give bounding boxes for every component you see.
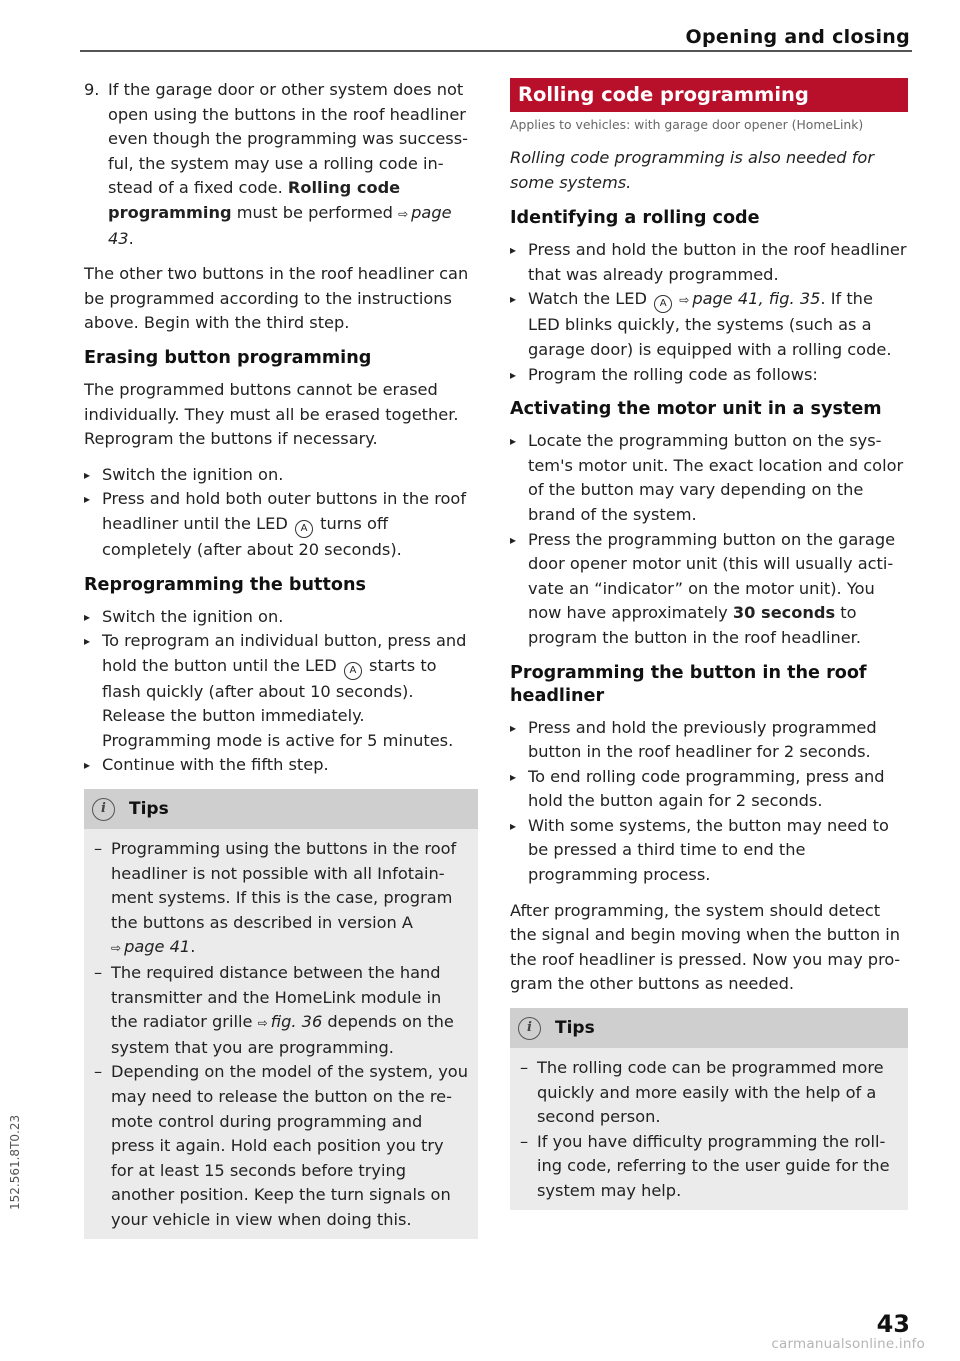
dash-bullet: – [94,963,103,983]
tips-box [84,789,478,1239]
list-item: ▸ Press and hold both outer buttons in the roof headliner until the LED A turns off completely (after about 20 seconds). [84,489,467,559]
dash-bullet: – [94,839,103,859]
left-column [84,78,478,1239]
tips-body [84,829,478,1239]
list-item: – The rolling code can be programmed more quickly and more easily with the help of a second person. [520,1058,884,1127]
paragraph: After programming, the system should detect the signal and begin moving when the button in the roof headliner is pressed. Now you may program the other buttons as needed. [510,900,901,994]
section-banner: Rolling code programming [510,78,908,112]
arrow-right-icon: ⇨ [398,206,409,221]
led-a-callout: A [344,662,362,680]
heading-activating: Activating the motor unit in a system [510,399,882,420]
heading-identifying: Identifying a rolling code [510,208,760,229]
section-title: Opening and closing [685,26,910,48]
triangle-bullet-icon: ▸ [510,818,517,833]
list-item: ▸ Program the rolling code as follows: [510,363,908,388]
list-item: – If you have difficulty programming the rolling code, referring to the user guide for the system may help. [520,1131,890,1200]
list-item: ▸ Continue with the fifth step. [84,753,478,778]
triangle-bullet-icon: ▸ [510,367,517,382]
triangle-bullet-icon: ▸ [510,720,517,735]
triangle-bullet-icon: ▸ [510,434,517,449]
arrow-right-icon: ⇨ [111,941,122,956]
watermark: carmanualsonline.info [771,1336,925,1352]
list-item: ▸ With some systems, the button may need to be pressed a third time to end the programming process. [510,815,889,885]
page-reference[interactable]: ⇨ page 41, fig. 35 [679,289,821,309]
page-reference[interactable]: ⇨ page 43 [108,202,452,248]
list-item: ▸ Locate the programming button on the system's motor unit. The exact location and color of the button may vary depending on the brand of the system. [510,431,904,524]
right-column [510,78,908,1210]
list-item: ▸ Press the programming button on the garage door opener motor unit (this will usually activate an “indicator” on the motor unit). You now have approximately 30 seconds to program the button in the roof headliner. [510,529,896,647]
triangle-bullet-icon: ▸ [84,634,91,649]
heading-erasing: Erasing button programming [84,347,372,368]
dash-bullet: – [520,1131,529,1151]
identifying-steps [510,238,908,387]
triangle-bullet-icon: ▸ [84,492,91,507]
paragraph: The programmed buttons cannot be erased individually. They must all be erased together. Reprogram the buttons if necessary. [84,379,459,449]
list-item: ▸ To end rolling code programming, press and hold the button again for 2 seconds. [510,766,885,811]
list-item: ▸ Switch the ignition on. [84,463,478,488]
tips-list [94,837,468,1233]
tips-header: i Tips [84,789,478,829]
triangle-bullet-icon: ▸ [510,532,517,547]
triangle-bullet-icon: ▸ [510,292,517,307]
heading-programming: Programming the button in the roof headliner [510,662,867,706]
document-code: 152.561.8T0.23 [8,1114,22,1210]
list-item: – Programming using the buttons in the roof headliner is not possible with all Infotainment systems. If this is the case, program the buttons as described in version A ⇨ page 41. [94,839,457,957]
intro-text: Rolling code programming is also needed for some systems. [510,148,874,192]
reprogramming-steps [84,605,478,779]
page-number: 43 [876,1310,910,1338]
triangle-bullet-icon: ▸ [84,467,91,482]
erasing-steps [84,463,478,563]
info-icon: i [518,1017,541,1040]
led-a-callout: A [654,295,672,313]
activating-steps [510,429,908,650]
list-item: – The required distance between the hand transmitter and the HomeLink module in the radiator grille ⇨ fig. 36 depends on the system that you are programming. [94,963,454,1057]
list-item: ▸ Press and hold the button in the roof headliner that was already programmed. [510,240,907,284]
triangle-bullet-icon: ▸ [84,758,91,773]
step-number: 9. [84,80,100,99]
page-reference[interactable]: ⇨ page 41 [111,937,191,957]
bold-term: Rolling code programming [108,178,401,222]
paragraph: The other two buttons in the roof headliner can be programmed according to the instructions above. Begin with the third step. [84,264,469,333]
list-item: – Depending on the model of the system, you may need to release the button on the remote control during programming and press it again. Hold each position you try for at least 15 seconds before trying another position. Keep the turn signals on your vehicle in view when doing this. [94,1062,468,1229]
tips-box [510,1008,908,1210]
programming-steps [510,716,908,888]
tips-list [520,1056,898,1204]
figure-reference[interactable]: ⇨ fig. 36 [257,1012,323,1032]
dash-bullet: – [520,1058,529,1078]
triangle-bullet-icon: ▸ [510,243,517,258]
list-item: ▸ Press and hold the previously programmed button in the roof headliner for 2 seconds. [510,717,877,762]
tips-body [510,1048,908,1210]
step-9: 9. If the garage door or other system does not open using the buttons in the roof headliner even though the programming was successful, the system may use a rolling code instead of a fixed code. Rolling code programming must be performed ⇨ page 43. [84,80,469,248]
header-rule [80,50,912,52]
applies-to-note: Applies to vehicles: with garage door opener (HomeLink) [510,117,864,132]
list-item: ▸ To reprogram an individual button, press and hold the button until the LED A starts to flash quickly (after about 10 seconds). Release the button immediately. Programming mode is active for 5 minutes. [84,631,467,750]
arrow-right-icon: ⇨ [257,1016,268,1031]
info-icon: i [92,798,115,821]
list-item: ▸ Watch the LED A ⇨ page 41, fig. 35. If the LED blinks quickly, the systems (such as a garage door) is equipped with a rolling code. [510,289,892,359]
tips-header: i Tips [510,1008,908,1048]
led-a-callout: A [295,520,313,538]
triangle-bullet-icon: ▸ [84,609,91,624]
dash-bullet: – [94,1062,103,1082]
triangle-bullet-icon: ▸ [510,769,517,784]
bold-term: 30 seconds [732,603,836,623]
list-item: ▸ Switch the ignition on. [84,605,478,630]
heading-reprogramming: Reprogramming the buttons [84,574,366,595]
arrow-right-icon: ⇨ [679,293,690,308]
